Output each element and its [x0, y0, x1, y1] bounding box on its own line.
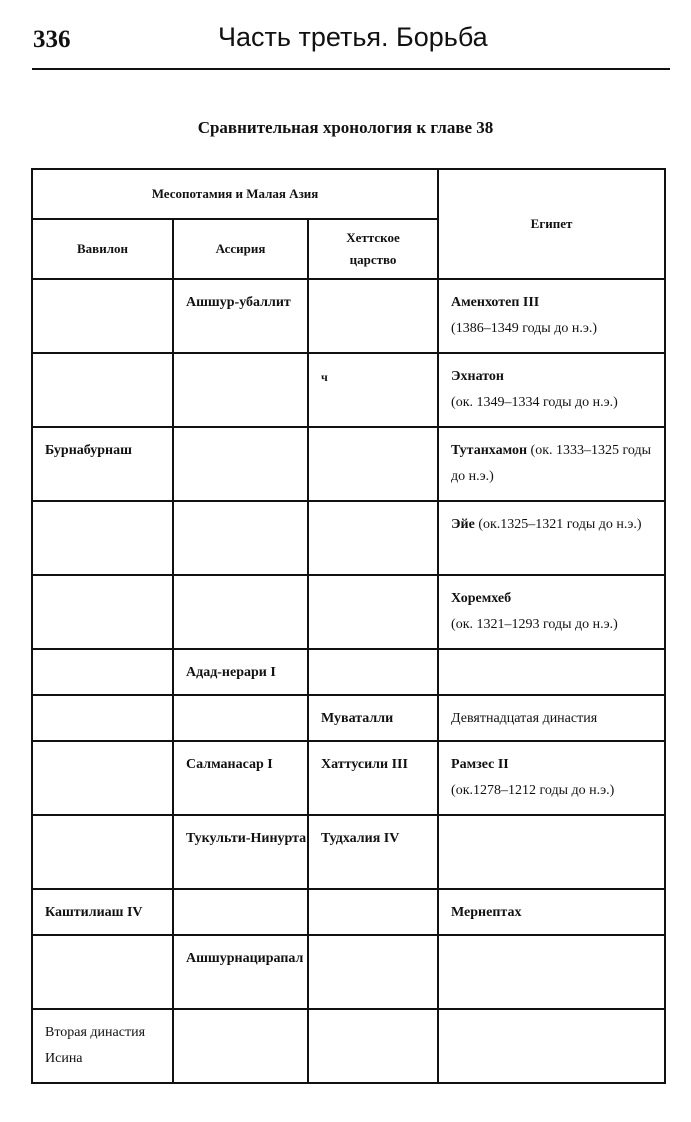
ruler-name: Эйе [451, 517, 475, 532]
table-row [32, 649, 665, 695]
cell-egypt [438, 575, 665, 649]
cell-babylon [32, 695, 173, 741]
cell-hittite [308, 649, 438, 695]
ruler-name: Рамзес II [451, 757, 509, 772]
cell-assyria: Тукульти-Нинурта [173, 815, 308, 889]
cell-hittite: Тудхалия IV [308, 815, 438, 889]
table-row [32, 353, 665, 427]
ruler-name: Мернептах [451, 905, 522, 920]
cell-babylon [32, 815, 173, 889]
reign-dates: (ок.1278–1212 годы до н.э.) [451, 783, 615, 798]
cell-hittite [308, 889, 438, 935]
reign-dates: (1386–1349 годы до н.э.) [451, 321, 597, 336]
cell-assyria [173, 501, 308, 575]
cell-hittite [308, 575, 438, 649]
cell-babylon [32, 649, 173, 695]
cell-babylon [32, 575, 173, 649]
column-header-babylon: Вавилон [32, 219, 173, 279]
table-row [32, 279, 665, 353]
cell-assyria: Адад-нерари I [173, 649, 308, 695]
cell-babylon [32, 935, 173, 1009]
table-row [32, 427, 665, 501]
cell-babylon: Бурнабурнаш [32, 427, 173, 501]
group-header-mesopotamia: Месопотамия и Малая Азия [32, 169, 438, 219]
cell-hittite [308, 1009, 438, 1083]
table-row [32, 1009, 665, 1083]
cell-babylon [32, 353, 173, 427]
table-row [32, 741, 665, 815]
cell-hittite [308, 501, 438, 575]
running-head: Часть третья. Борьба [218, 22, 488, 52]
cell-hittite [308, 427, 438, 501]
ruler-name: Аменхотеп III [451, 295, 540, 310]
reign-dates: Девятнадцатая династия [451, 711, 598, 726]
header-rule [32, 68, 670, 70]
cell-assyria [173, 427, 308, 501]
cell-egypt [438, 695, 665, 741]
table-row [32, 935, 665, 1009]
cell-egypt [438, 501, 665, 575]
cell-hittite: Муваталли [308, 695, 438, 741]
cell-assyria [173, 353, 308, 427]
cell-assyria [173, 575, 308, 649]
cell-babylon [32, 279, 173, 353]
cell-hittite [308, 279, 438, 353]
reign-dates: (ок. 1333–1325 годы до н.э.) [451, 443, 652, 484]
ruler-name: Эхнатон [451, 369, 504, 384]
cell-egypt [438, 935, 665, 1009]
page-number: 336 [33, 26, 71, 53]
cell-assyria: Салманасар I [173, 741, 308, 815]
chronology-table [31, 168, 666, 1084]
table-title: Сравнительная хронология к главе 38 [197, 118, 494, 137]
cell-egypt [438, 649, 665, 695]
reign-dates: (ок. 1349–1334 годы до н.э.) [451, 395, 618, 410]
cell-egypt [438, 815, 665, 889]
cell-babylon: Вторая династия Исина [32, 1009, 173, 1083]
cell-egypt [438, 1009, 665, 1083]
table-row [32, 815, 665, 889]
cell-assyria [173, 695, 308, 741]
cell-hittite [308, 935, 438, 1009]
column-header-hittite: Хеттское царство [308, 219, 438, 279]
column-header-egypt: Египет [438, 169, 665, 279]
cell-assyria [173, 889, 308, 935]
cell-assyria: Ашшур-убаллит [173, 279, 308, 353]
column-header-assyria: Ассирия [173, 219, 308, 279]
cell-egypt [438, 427, 665, 501]
table-row [32, 695, 665, 741]
cell-assyria [173, 1009, 308, 1083]
ruler-name: Хоремхеб [451, 591, 512, 606]
table-row [32, 501, 665, 575]
reign-dates: (ок.1325–1321 годы до н.э.) [474, 517, 642, 532]
cell-babylon [32, 741, 173, 815]
table-row [32, 575, 665, 649]
cell-hittite: ч [308, 353, 438, 427]
table-header-row [32, 169, 665, 219]
cell-egypt [438, 889, 665, 935]
cell-hittite: Хаттусили III [308, 741, 438, 815]
cell-assyria: Ашшурнацирапал [173, 935, 308, 1009]
table-row [32, 889, 665, 935]
cell-babylon: Каштилиаш IV [32, 889, 173, 935]
cell-babylon [32, 501, 173, 575]
reign-dates: (ок. 1321–1293 годы до н.э.) [451, 617, 618, 632]
cell-egypt [438, 741, 665, 815]
cell-egypt [438, 279, 665, 353]
ruler-name: Тутанхамон [451, 443, 528, 458]
cell-egypt [438, 353, 665, 427]
